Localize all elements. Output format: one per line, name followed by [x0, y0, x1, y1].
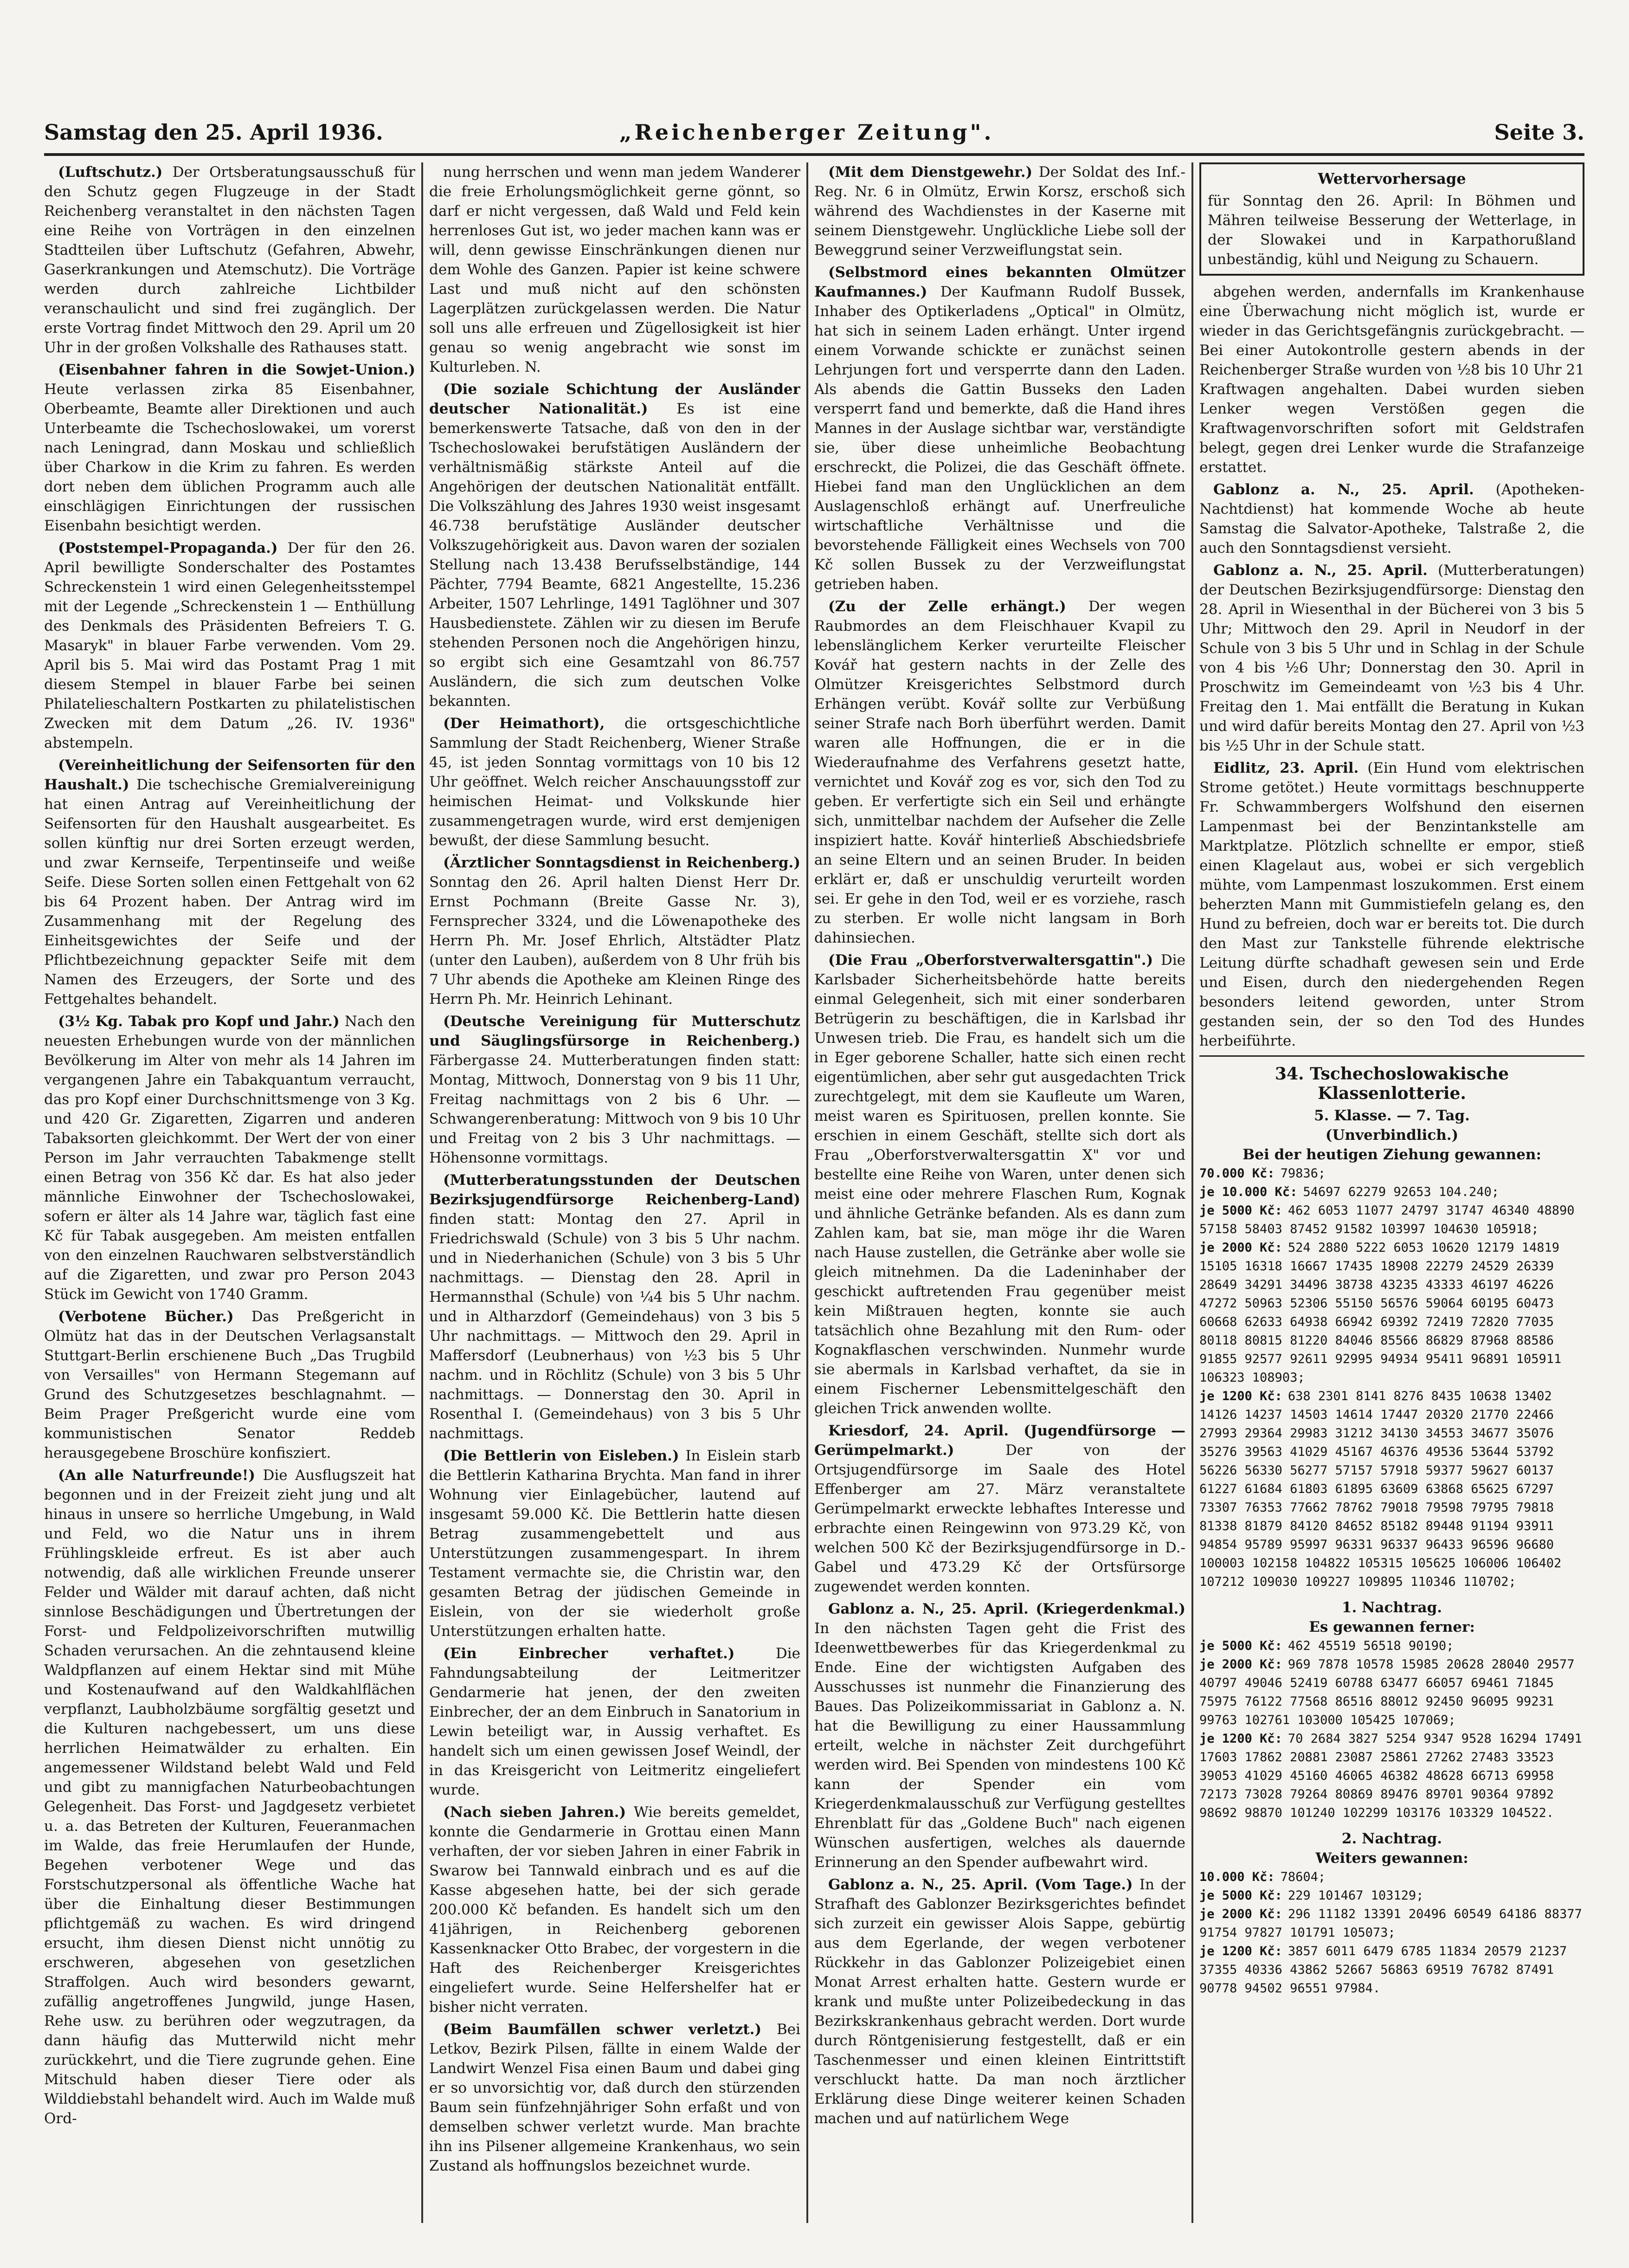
- article-text: nung herrschen und wenn man jedem Wanderer die freie Erholungsmöglichkeit gerne gönnt, so darf er nicht vergessen, daß Wald und Feld kein herrenloses Gut ist, wo jeder machen kann was er will, denn gewisse Einschränkungen dienen nur dem Wohle des Ganzen. Papier ist keine schwere Last und muß nicht auf den schönsten Lagerplätzen zurückgelassen werden. Die Natur soll uns alle erfreuen und Zügellosigkeit ist hier genau so wenig angebracht wie sonst im Kulturleben. N.: [429, 164, 800, 375]
- article-headline: (Nach sieben Jahren.): [443, 1804, 626, 1821]
- winning-numbers: 638 2301 8141 8276 8435 10638 13402 14126 14237 14503 14614 17447 20320 21770 22466 27993 29364 29983 31212 34130 34553 34677 35076 35276 39563 41029 45167 46376 49536 53644 53792 56226 56330 56277 57157 57918 59377 59627 60137 61227 61684 61803 61895 63609 63868 65625 67297 73307 76353 77662 78762 79018 79598 79795 79818 81338 81879 84120 84652 85182 89448 91194 93911 94854 95789 95997 96331 96337 96433 96596 96680 100003 102158 104822 105315 105625 106006 106402 107212 109030 109227 109895 110346 110702;: [1199, 1389, 1562, 1589]
- article-headline: (Die soziale Schichtung der Ausländer deutscher Nationalität.): [429, 381, 800, 417]
- column-3: [814, 162, 1185, 2228]
- article-headline: (Poststempel-Propaganda.): [58, 540, 278, 556]
- lottery-supplement-2-results: [1199, 1868, 1584, 1998]
- lottery-prize-row: [1199, 1942, 1584, 1998]
- article-text: Heute verlassen zirka 85 Eisenbahner, Oberbeamte, Beamte aller Direktionen und auch Unterbeamte die Tschechoslowakei, um vorerst nach Leningrad, dann Moskau und schließlich über Charkow in die Krim zu fahren. Es werden dort neben dem üblichen Programm auch alle einschlägigen Einrichtungen der russischen Eisenbahn besichtigt werden.: [44, 381, 415, 534]
- article-text: Der Ortsberatungsausschuß für den Schutz gegen Flugzeuge in der Stadt Reichenberg veranstaltet in den nächsten Tagen eine Reihe von Vorträgen in den einzelnen Stadtteilen über Luftschutz (Gefahren, Abwehr, Gaserkrankungen und Atemschutz). Die Vorträge werden durch zahlreiche Lichtbilder veranschaulicht und sind frei zugänglich. Der erste Vortrag findet Mittwoch den 29. April um 20 Uhr in der großen Volkshalle des Rathauses statt.: [44, 164, 415, 356]
- article-paragraph: [429, 1803, 800, 2017]
- article-headline: (Die Bettlerin von Eisleben.): [443, 1447, 679, 1464]
- lottery-section: [1199, 1064, 1584, 1998]
- prize-tier: je 5000 Kč:: [1199, 1639, 1282, 1653]
- page-number: Seite 3.: [1494, 120, 1584, 145]
- winning-numbers: 79836;: [1280, 1166, 1326, 1181]
- article-paragraph: [44, 1012, 415, 1304]
- article-headline: (Deutsche Vereinigung für Mutterschutz und Säuglingsfürsorge in Reichenberg.): [429, 1013, 800, 1049]
- article-headline: Eidlitz, 23. April.: [1213, 760, 1359, 776]
- weather-forecast-box: [1199, 162, 1584, 276]
- prize-tier: je 5000 Kč:: [1199, 1203, 1282, 1218]
- prize-tier: je 1200 Kč:: [1199, 1944, 1282, 1958]
- column-4: [1199, 162, 1584, 2228]
- article-text: Die Ausflugszeit hat begonnen und in der Freizeit zieht jung und alt hinaus in unsere so herrliche Umgebung, in Wald und Feld, wo die Natur uns in ihrem Frühlingskleide erfreut. Es ist aber auch notwendig, daß alle wirklichen Freunde unserer Felder und Wälder mit darauf achten, daß nicht sinnlose Beschädigungen und Übertretungen der Forst- und Feldpolizeivorschriften mutwillig Schaden verursachen. An die zehntausend kleine Waldpflanzen auf einem Hektar sind mit Mühe und Kostenaufwand auf den Waldkahlflächen verpflanzt, Laubholzbäume sorgfältig gesetzt und die Kulturen nachgebessert, um uns diese herrlichen Heimatwälder zu erhalten. Ein angemessener Wildstand belebt Wald und Feld und gibt zu mannigfachen Naturbeobachtungen Gelegenheit. Das Forst- und Jagdgesetz verbietet u. a. das Betreten der Kulturen, Feueranmachen im Walde, das freie Herumlaufen der Hunde, Begehen verbotener Wege und das Forstschutzpersonal als öffentliche Wache hat über die Einhaltung dieser Bestimmungen pflichtgemäß zu wachen. Es wird dringend ersucht, ihm diesen Dienst nicht unnötig zu erschweren, abgesehen von gesetzlichen Straffolgen. Auch wird besonders gewarnt, zufällig angetroffenes Jungwild, junge Hasen, Rehe usw. zu berühren oder wegzutragen, da dann häufig das Mutterwild nicht mehr zurückkehrt, und die Tiere zugrunde gehen. Eine Mitschuld haben dieser Tiere oder als Wilddiebstahl behandelt wird. Auch im Walde muß Ord-: [44, 1467, 415, 2127]
- column-4-articles: [1199, 282, 1584, 1051]
- column-2: [429, 162, 800, 2228]
- lottery-disclaimer: (Unverbindlich.): [1325, 1127, 1459, 1144]
- article-headline: (Mit dem Dienstgewehr.): [828, 164, 1033, 181]
- section-rule: [1199, 1055, 1584, 1057]
- weather-title: Wettervorhersage: [1318, 170, 1466, 187]
- article-paragraph: [814, 597, 1185, 948]
- lottery-intro: Bei der heutigen Ziehung gewannen:: [1243, 1146, 1541, 1163]
- winning-numbers: 54697 62279 92653 104.240;: [1303, 1185, 1499, 1199]
- article-text: Die Fahndungsabteilung der Leitmeritzer Gendarmerie hat jenen, der den zweiten Einbrecher, der an dem Einbruch in Sanatorium in Lewin beteiligt war, in Aussig verhaftet. Es handelt sich um einen gewissen Josef Weindl, der in das Kreisgericht von Leitmeritz eingeliefert wurde.: [429, 1645, 800, 1798]
- masthead: [44, 111, 1584, 156]
- lottery-prize-row: [1199, 1868, 1584, 1887]
- article-headline: (Eisenbahner fahren in die Sowjet-Union.): [58, 362, 415, 378]
- article-paragraph: [814, 263, 1185, 594]
- article-text: In den nächsten Tagen geht die Frist des Ideenwettbewerbes für das Kriegerdenkmal zu Ende. Eine der wichtigsten Aufgaben des Ausschusses ist nunmehr die Finanzierung des Baues. Das Polizeikommissariat in Gablonz a. N. hat die Bewilligung zu einer Haussammlung erteilt, welche in nächster Zeit durchgeführt werden wird. Bei Spenden von mindestens 100 Kč kann der Spender ein vom Kriegerdenkmalausschuß zur Verfügung gestelltes Ehrenblatt für das „Goldene Buch" nach eigenen Wünschen ausfertigen, welches als dauernde Erinnerung an den Spender aufbewahrt wird.: [814, 1620, 1185, 1871]
- article-text: Der Kaufmann Rudolf Bussek, Inhaber des Optikerladens „Optical" in Olmütz, hat sich in seinem Laden erhängt. Unter irgend einem Vorwande schickte er zunächst seinen Lehrjungen fort und versperrte dann den Laden. Als abends die Gattin Busseks den Laden versperrt fand und bemerkte, daß die Hand ihres Mannes in der Auslage sichtbar war, verständigte sie, über diese unheimliche Beobachtung erschreckt, die Polizei, die das Geschäft öffnete. Hiebei fand man den Unglücklichen an dem Auslagenschloß erhängt auf. Unerfreuliche wirtschaftliche Verhältnisse und die bevorstehende Fälligkeit eines Wechsels von 700 Kč sollen Bussek zu der Verzweiflungstat getrieben haben.: [814, 284, 1185, 593]
- article-headline: Gablonz a. N., 25. April. (Vom Tage.): [828, 1876, 1133, 1893]
- lottery-prize-row: [1199, 1887, 1584, 1905]
- article-headline: (Ärztlicher Sonntagsdienst in Reichenberg.): [443, 854, 800, 871]
- article-headline: (Mutterberatungsstunden der Deutschen Bezirksjugendfürsorge Reichenberg-Land): [429, 1172, 800, 1208]
- article-text: finden statt: Montag den 27. April in Friedrichswald (Schule) von 3 bis 5 Uhr nachm. und in Niederhanichen (Schule) von 3 bis 5 Uhr nachmittags. — Dienstag den 28. April in Hermannsthal (Schule) von ¼4 bis 5 Uhr nachm. und in Altharzdorf (Gemeindehaus) von 3 bis 5 Uhr nachmittags. — Mittwoch den 29. April in Maffersdorf (Leubnerhaus) von ½3 bis 5 Uhr nachm. und in Röchlitz (Schule) von 3 bis 5 Uhr nachmittags. — Donnerstag den 30. April in Rosenthal I. (Gemeindehaus) von 3 bis 5 Uhr nachmittags.: [429, 1211, 800, 1442]
- article-paragraph: [814, 1599, 1185, 1872]
- article-headline: (Die Frau „Oberforstverwaltersgattin".): [828, 952, 1153, 969]
- prize-tier: je 2000 Kč:: [1199, 1657, 1282, 1672]
- lottery-supplement-2-intro: Weiters gewannen:: [1315, 1850, 1468, 1867]
- article-paragraph: [429, 162, 800, 377]
- article-text: Bei Letkov, Bezirk Pilsen, fällte in einem Walde der Landwirt Wenzel Fisa einen Baum und dabei ging er so unvorsichtig vor, daß durch den stürzenden Baum sein fünfzehnjähriger Sohn erfaßt und von demselben schwer verletzt wurde. Man brachte ihn ins Pilsener allgemeine Krankenhaus, wo sein Zustand als hoffnungslos bezeichnet wurde.: [429, 2021, 800, 2174]
- weather-text: für Sonntag den 26. April: In Böhmen und Mähren teilweise Besserung der Wetterlage, in der Slowakei und in Karpathorußland unbeständig, kühl und Neigung zu Schauern.: [1208, 193, 1576, 268]
- article-headline: Gablonz a. N., 25. April. (Kriegerdenkmal.): [828, 1601, 1185, 1617]
- article-headline: Gablonz a. N., 25. April.: [1213, 562, 1428, 579]
- article-text: abgehen werden, andernfalls im Krankenhause eine Überwachung nicht möglich ist, wurde er wieder in das Gerichtsgefängnis zurückgebracht. — Bei einer Autokontrolle gestern abends in der Reichenberger Straße wurden von ½8 bis 10 Uhr 21 Kraftwagen angehalten. Dabei wurden sieben Lenker wegen Verstößen gegen die Kraftwagenvorschriften sofort mit Geldstrafen belegt, gegen drei Lenker wurde die Strafanzeige erstattet.: [1199, 284, 1584, 476]
- lottery-prize-row: [1199, 1655, 1584, 1730]
- prize-tier: 70.000 Kč:: [1199, 1166, 1275, 1181]
- winning-numbers: 462 6053 11077 24797 31747 46340 48890 57158 58403 87452 91582 103997 104630 105918;: [1199, 1203, 1575, 1236]
- article-paragraph: [1199, 758, 1584, 1051]
- article-headline: (Verbotene Bücher.): [58, 1308, 234, 1325]
- article-paragraph: [1199, 561, 1584, 756]
- article-paragraph: [814, 1875, 1185, 2128]
- prize-tier: 10.000 Kč:: [1199, 1870, 1275, 1884]
- winning-numbers: 70 2684 3827 5254 9347 9528 16294 17491 17603 17862 20881 23087 25861 27262 27483 33523 39053 41029 45160 46065 46382 48628 66713 69958 72173 73028 79264 80869 89476 89701 90364 97892 98692 98870 101240 102299 103176 103329 104522.: [1199, 1732, 1582, 1820]
- lottery-prize-row: [1199, 1239, 1584, 1387]
- article-headline: (Luftschutz.): [58, 164, 163, 181]
- lottery-prize-row: [1199, 1183, 1584, 1202]
- article-headline: (Der Heimathort),: [443, 715, 605, 732]
- article-paragraph: [429, 1170, 800, 1443]
- prize-tier: je 1200 Kč:: [1199, 1732, 1282, 1746]
- lottery-prize-row: [1199, 1387, 1584, 1591]
- newspaper-page: [44, 111, 1584, 2246]
- article-paragraph: [1199, 282, 1584, 477]
- lottery-supplement-2-title: 2. Nachtrag.: [1341, 1830, 1442, 1847]
- prize-tier: je 1200 Kč:: [1199, 1389, 1282, 1403]
- issue-date: Samstag den 25. April 1936.: [44, 120, 383, 145]
- prize-tier: je 2000 Kč:: [1199, 1241, 1282, 1255]
- column-divider: [806, 162, 808, 2223]
- article-paragraph: [429, 853, 800, 1009]
- lottery-prize-row: [1199, 1164, 1584, 1183]
- article-paragraph: [814, 162, 1185, 260]
- winning-numbers: 296 11182 13391 20496 60549 64186 88377 91754 97827 101791 105073;: [1199, 1907, 1582, 1940]
- column-divider: [1191, 162, 1193, 2223]
- lottery-title: 34. Tschechoslowakische Klassenlotterie.: [1275, 1064, 1509, 1103]
- lottery-class-day: 5. Klasse. — 7. Tag.: [1314, 1107, 1470, 1124]
- article-paragraph: [429, 1446, 800, 1641]
- article-text: (Apotheken-Nachtdienst) hat kommende Woche ab heute Samstag die Salvator-Apotheke, Talstraße 2, die auch den Sonntagsdienst versieht.: [1199, 481, 1584, 556]
- winning-numbers: 969 7878 10578 15985 20628 28040 29577 40797 49046 52419 60788 63477 66057 69461 71845 75975 76122 77568 86516 88012 92450 96095 99231 99763 102761 103000 105425 107069;: [1199, 1657, 1575, 1727]
- winning-numbers: 462 45519 56518 90190;: [1288, 1639, 1454, 1653]
- article-text: Sonntag den 26. April halten Dienst Herr Dr. Ernst Pochmann (Breite Gasse Nr. 3), Fernsprecher 3324, und die Löwenapotheke des Herrn Ph. Mr. Josef Ehrlich, Altstädter Platz (unter den Lauben), außerdem von 8 Uhr früh bis 7 Uhr abends die Apotheke am Kleinen Ringe des Herrn Ph. Mr. Heinrich Lehinant.: [429, 874, 800, 1008]
- prize-tier: je 2000 Kč:: [1199, 1907, 1282, 1921]
- article-text: In der Strafhaft des Gablonzer Bezirksgerichtes befindet sich zurzeit ein gewisser Alois Sappe, gebürtig aus dem Egerlande, der wegen verbotener Rückkehr in das Gablonzer Polizeigebiet einen Monat Arrest erhalten hatte. Gestern wurde er krank und mußte unter Polizeibedeckung in das Bezirkskrankenhaus gebracht werden. Dort wurde durch Röntgenisierung festgestellt, daß er ein Taschenmesser und einen kleinen Eintrittstift verschluckt hatte. Da man noch ärztlicher Erklärung diese Dinge weiterer keinen Schaden machen und auf natürlichem Wege: [814, 1876, 1185, 2127]
- article-paragraph: [1199, 480, 1584, 558]
- article-paragraph: [429, 380, 800, 711]
- article-text: Nach den neuesten Erhebungen wurde von der männlichen Bevölkerung im Alter von mehr als 14 Jahren im vergangenen Jahre ein Tabakquantum verraucht, das pro Kopf einer Durchschnittsmenge von 3 Kg. und 420 Gr. Zigaretten, Zigarren und anderen Tabaksorten gleichkommt. Der Wert der von einer Person im Jahr verrauchten Tabakmenge stellt einen Betrag von 356 Kč dar. Es hat also jeder männliche Einwohner der Tschechoslowakei, sofern er älter als 14 Jahre war, täglich fast eine Kč für Tabak ausgegeben. Am meisten entfallen von den einzelnen Rauchwaren selbstverständlich auf die Zigaretten, und zwar pro Person 2043 Stück im Gewicht von 1740 Gramm.: [44, 1013, 415, 1303]
- article-text: Die Karlsbader Sicherheitsbehörde hatte bereits einmal Gelegenheit, sich mit einer sonderbaren Betrügerin zu beschäftigen, die in Karlsbad ihr Unwesen trieb. Die Frau, es handelt sich um die in Eger geborene Schaller, hatte sich einen recht eigentümlichen, aber sehr gut ausgedachten Trick zurechtgelegt, mit dem sie Kaufleute um Waren, meist waren es Spirituosen, prellen konnte. Sie erschien in einem Geschäft, stellte sich dort als Frau „Oberforstverwaltersgattin X" vor und bestellte eine Reihe von Waren, unter denen sich meist eine oder mehrere Flaschen Rum, Kognak und ähnliche Getränke befanden. Als es dann zum Zahlen kam, bat sie, man möge ihr die Waren nach Hause zustellen, die Getränke aber wolle sie gleich mitnehmen. Da die Ladeninhaber der geschickt auftretenden Frau gegenüber meist kein Mißtrauen hegten, konnte sie auch tatsächlich ohne Bezahlung mit den Rum- oder Kognakflaschen verschwinden. Nunmehr wurde sie abermals in Karlsbad verhaftet, da sie in einem Fischerner Lebensmittelgeschäft den gleichen Trick anwenden wollte.: [814, 952, 1185, 1417]
- winning-numbers: 229 101467 103129;: [1288, 1888, 1424, 1903]
- article-text: Der wegen Raubmordes an dem Fleischhauer Kvapil zu lebenslänglichem Kerker verurteilte Fleischer Kovář hat gestern nachts in der Zelle des Olmützer Kreisgerichtes Selbstmord durch Erhängen verübt. Kovář sollte zur Verbüßung seiner Strafe nach Borh überführt werden. Damit waren alle Hoffnungen, die er in die Wiederaufnahme des Verfahrens gesetzt hatte, vernichtet und Kovář zog es vor, sich den Tod zu geben. Er verfertigte sich ein Seil und erhängte sich, unmittelbar nachdem der Aufseher die Zelle inspiziert hatte. Kovář hinterließ Abschiedsbriefe an seine Eltern und an seinen Bruder. In beiden erklärt er, daß er unschuldig verurteilt worden sei. Er gehe in den Tod, weil er es vorziehe, rasch zu sterben. Er wolle nicht langsam in Borh dahinsiechen.: [814, 598, 1185, 946]
- article-text: (Ein Hund vom elektrischen Strome getötet.) Heute vormittags beschnupperte Fr. Schwammbergers Wolfshund den eisernen Lampenmast bei der Benzintankstelle am Marktplatze. Plötzlich schnellte er empor, stieß einen Klagelaut aus, wobei er sich vergeblich mühte, vom Lampenmast loszukommen. Erst einem beherzten Mann mit Gummistiefeln gelang es, den Hund zu befreien, doch war er bereits tot. Die durch den Mast zur Tankstelle führende elektrische Leitung dürfte schadhaft gewesen sein und Erde und Eisen, durch den niedergehenden Regen besonders leitend geworden, unter Strom gestanden sein, der so den Tod des Hundes herbeiführte.: [1199, 760, 1584, 1049]
- lottery-prize-row: [1199, 1637, 1584, 1655]
- article-paragraph: [429, 714, 800, 850]
- article-text: die ortsgeschichtliche Sammlung der Stadt Reichenberg, Wiener Straße 45, ist jeden Sonntag vormittags von 10 bis 12 Uhr geöffnet. Welch reicher Anschauungsstoff zur heimischen Heimat- und Volkskunde hier zusammengetragen wurde, wird erst demjenigen bewußt, der diese Sammlung besucht.: [429, 715, 800, 849]
- article-text: Das Preßgericht in Olmütz hat das in der Deutschen Verlagsanstalt Stuttgart-Berlin erschienene Buch „Das Trugbild von Versailles" von Hermann Stegemann auf Grund des Schutzgesetzes beschlagnahmt. — Beim Prager Preßgericht wurde eine vom kommunistischen Senator Reddeb herausgegebene Broschüre konfisziert.: [44, 1308, 415, 1461]
- article-text: Färbergasse 24. Mutterberatungen finden statt: Montag, Mittwoch, Donnerstag von 9 bis 11 Uhr, Freitag nachmittags von 2 bis 6 Uhr. — Schwangerenberatung: Mittwoch von 9 bis 10 Uhr und Freitag von 2 bis 3 Uhr nachmittags. — Höhensonne vormittags.: [429, 1052, 800, 1166]
- column-1: [44, 162, 415, 2228]
- prize-tier: je 5000 Kč:: [1199, 1888, 1282, 1903]
- article-headline: Kriesdorf, 24. April. (Jugendfürsorge — Gerümpelmarkt.): [814, 1422, 1185, 1459]
- article-headline: (3½ Kg. Tabak pro Kopf und Jahr.): [58, 1013, 340, 1030]
- article-paragraph: [44, 1466, 415, 2128]
- article-paragraph: [44, 360, 415, 536]
- lottery-prize-row: [1199, 1730, 1584, 1822]
- article-headline: (Vereinheitlichung der Seifensorten für den Haushalt.): [44, 757, 415, 793]
- article-paragraph: [814, 950, 1185, 1418]
- article-text: Wie bereits gemeldet, konnte die Gendarmerie in Grottau einen Mann verhaften, der vor sieben Jahren in einer Fabrik in Swarow bei Tannwald einbrach und es auf die Kasse abgesehen hatte, bei der sich gerade 200.000 Kč befanden. Es handelt sich um den 41jährigen, in Reichenberg geborenen Kassenknacker Otto Brabec, der vorgestern in die Haft des Reichenberger Kreisgerichtes eingeliefert wurde. Seine Helfershelfer hat er bisher nicht verraten.: [429, 1804, 800, 2016]
- article-headline: (Beim Baumfällen schwer verletzt.): [443, 2021, 762, 2038]
- article-paragraph: [429, 2020, 800, 2176]
- winning-numbers: 3857 6011 6479 6785 11834 20579 21237 37355 40336 43862 52667 56863 69519 76782 87491 90778 94502 96551 97984.: [1199, 1944, 1567, 1996]
- article-text: Der von der Ortsjugendfürsorge im Saale des Hotel Effenberger am 27. März veranstaltete Gerümpelmarkt erweckte lebhaftes Interesse und erbrachte einen Reingewinn von 973.29 Kč, von welchen 500 Kč der Bezirksjugendfürsorge in D.-Gabel und 473.29 Kč der Ortsfürsorge zugewendet werden konnten.: [814, 1442, 1185, 1595]
- lottery-supplement-1-intro: Es gewannen ferner:: [1309, 1619, 1475, 1635]
- article-headline: (Zu der Zelle erhängt.): [828, 598, 1066, 615]
- article-paragraph: [44, 756, 415, 1009]
- prize-tier: je 10.000 Kč:: [1199, 1185, 1298, 1199]
- article-text: Es ist eine bemerkenswerte Tatsache, daß von den in der Tschechoslowakei berufstätigen Ausländern der verhältnismäßig stärkste Anteil auf die Angehörigen der deutschen Nationalität entfällt. Die Volkszählung des Jahres 1930 weist insgesamt 46.738 berufstätige Ausländer deutscher Volkszugehörigkeit aus. Davon waren der sozialen Stellung nach 13.438 Berufsselbständige, 144 Pächter, 7794 Beamte, 6821 Angestellte, 15.236 Arbeiter, 1507 Lehrlinge, 1491 Taglöhner und 307 Hausbedienstete. Zählen wir zu diesen im Berufe stehenden Personen noch die Angehörigen hinzu, so ergibt sich eine Gesamtzahl von 86.757 Ausländern, die sich zum deutschen Volke bekannten.: [429, 401, 800, 710]
- article-text: (Mutterberatungen) der Deutschen Bezirksjugendfürsorge: Dienstag den 28. April in Wiesenthal in der Bücherei von 3 bis 5 Uhr; Mittwoch den 29. April in Neudorf in der Schule von 3 bis 5 Uhr und in Schlag in der Schule von 4 bis ½6 Uhr; Donnerstag den 30. April in Proschwitz im Gemeindeamt von ½3 bis 4 Uhr. Freitag den 1. Mai entfällt die Beratung in Kukan und wird dafür bereits Montag den 27. April von ½3 bis ½5 Uhr in der Schule statt.: [1199, 562, 1584, 754]
- article-text: Der Soldat des Inf.-Reg. Nr. 6 in Olmütz, Erwin Korsz, erschoß sich während des Wachdienstes in der Kaserne mit seinem Dienstgewehr. Unglückliche Liebe soll der Beweggrund seiner Verzweiflungstat sein.: [814, 164, 1185, 258]
- article-headline: Gablonz a. N., 25. April.: [1213, 481, 1474, 498]
- article-paragraph: [814, 1421, 1185, 1596]
- article-text: In Eislein starb die Bettlerin Katharina Brychta. Man fand in ihrer Wohnung vier Einlagebücher, lautend auf insgesamt 59.000 Kč. Die Bettlerin hatte diesen Betrag zusammengebettelt und aus Unterstützungen zusammengespart. In ihrem Testament vermachte sie, die Christin war, den gesamten Betrag der jüdischen Gemeinde in Eislein, von der sie wiederholt große Unterstützungen erhalten hatte.: [429, 1447, 800, 1640]
- article-paragraph: [44, 538, 415, 753]
- column-divider: [421, 162, 423, 2223]
- article-paragraph: [429, 1644, 800, 1800]
- lottery-results: [1199, 1164, 1584, 1591]
- article-headline: (An alle Naturfreunde!): [58, 1467, 256, 1484]
- article-text: Der für den 26. April bewilligte Sonderschalter des Postamtes Schreckenstein 1 wird einen Gelegenheitsstempel mit der Legende „Schreckenstein 1 — Enthüllung des Denkmals des Präsidenten Befreiers T. G. Masaryk" in blauer Farbe verwenden. Vom 29. April bis 5. Mai wird das Postamt Prag 1 mit diesem Stempel in blauer Farbe bei seinen Philatelieschaltern Postkarten zu philatelistischen Zwecken mit dem Datum „26. IV. 1936" abstempeln.: [44, 540, 415, 751]
- newspaper-title: „Reichenberger Zeitung".: [619, 120, 994, 145]
- article-paragraph: [44, 1307, 415, 1463]
- article-text: Die tschechische Gremialvereinigung hat einen Antrag auf Vereinheitlichung der Seifensorten für den Haushalt ausgearbeitet. Es sollen künftig nur drei Sorten erzeugt werden, und zwar Kernseife, Terpentinseife und weiße Seife. Diese Sorten sollen einen Fettgehalt von 62 bis 64 Prozent haben. Der Antrag wird im Zusammenhang mit der Regelung des Einheitsgewichtes der Seife und der Pflichtbezeichnung gepackter Seife mit dem Namen des Erzeugers, der Sorte und des Fettgehaltes behandelt.: [44, 776, 415, 1008]
- lottery-prize-row: [1199, 1905, 1584, 1942]
- article-paragraph: [44, 162, 415, 357]
- lottery-prize-row: [1199, 1202, 1584, 1239]
- lottery-supplement-1-title: 1. Nachtrag.: [1341, 1599, 1442, 1616]
- winning-numbers: 78604;: [1280, 1870, 1326, 1884]
- lottery-supplement-1-results: [1199, 1637, 1584, 1822]
- article-headline: (Selbstmord eines bekannten Olmützer Kaufmannes.): [814, 264, 1185, 300]
- article-paragraph: [429, 1012, 800, 1168]
- winning-numbers: 524 2880 5222 6053 10620 12179 14819 15105 16318 16667 17435 18908 22279 24529 26339 28649 34291 34496 38738 43235 43333 46197 46226 47272 50963 52306 55150 56576 59064 60195 60473 60668 62633 64938 66942 69392 72419 72820 77035 80118 80815 81220 84046 85566 86829 87968 88586 91855 92577 92611 92995 94934 95411 96891 105911 106323 108903;: [1199, 1241, 1562, 1385]
- article-headline: (Ein Einbrecher verhaftet.): [443, 1645, 735, 1662]
